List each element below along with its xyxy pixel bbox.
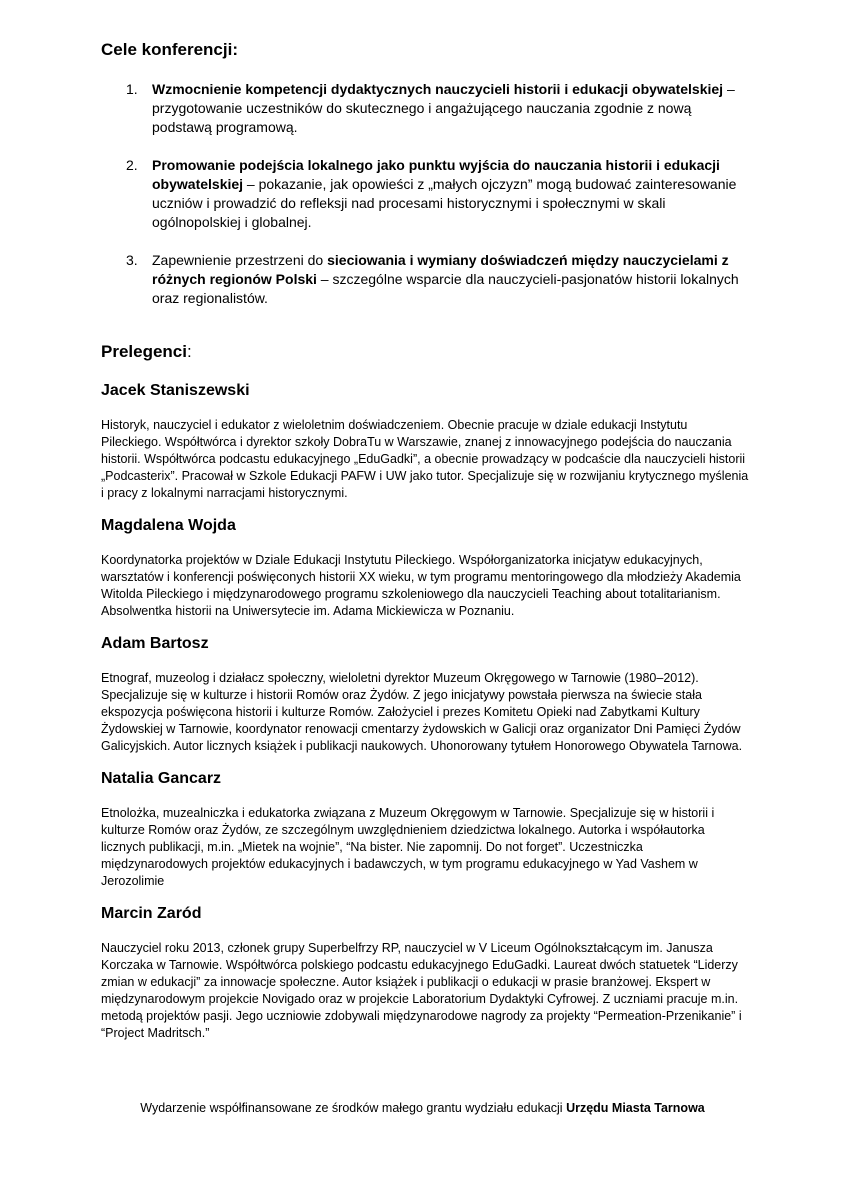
speakers-heading-text: Prelegenci	[101, 342, 187, 361]
goal-text-pre: Zapewnienie przestrzeni do	[152, 252, 328, 268]
speaker-bio: Koordynatorka projektów w Dziale Edukacji Instytutu Pileckiego. Współorganizatorka inicjatyw edukacyjnych, warsztatów i konferencji poświęconych historii XX wieku, w tym programu mentoringowego dla młodzieży Akademia Witolda Pileckiego i międzynarodowego programu szkoleniowego dla nauczycieli Teaching about totalitarianism. Absolwentka historii na Uniwersytecie im. Adama Mickiewicza w Poznaniu.	[101, 553, 741, 618]
goal-text-post: – przygotowanie uczestników do skutecznego i angażującego nauczania zgodnie z nową podstawą programową.	[152, 81, 735, 135]
goal-text-bold: sieciowania i wymiany doświadczeń między nauczycielami z różnych regionów Polski	[152, 252, 729, 287]
speaker-entry	[101, 769, 749, 890]
goal-item	[126, 251, 746, 308]
speakers-heading-colon: :	[187, 342, 192, 361]
goals-heading: Cele konferencji:	[101, 40, 238, 59]
goal-text-bold: Wzmocnienie kompetencji dydaktycznych nauczycieli historii i edukacji obywatelskiej	[152, 81, 724, 97]
goal-text	[152, 80, 746, 137]
goal-text-bold: Promowanie podejścia lokalnego jako punktu wyjścia do nauczania historii i edukacji obywatelskiej	[152, 157, 720, 192]
speaker-bio: Etnolożka, muzealniczka i edukatorka związana z Muzeum Okręgowym w Tarnowie. Specjalizuje się w historii i kulturze Romów oraz Żydów, ze szczególnym uwzględnieniem dziedzictwa lokalnego. Autorka i współautorka licznych publikacji, m.in. „Mietek na wojnie”, “Na bister. Nie zapomnij. Do not forget”. Uczestniczka międzynarodowych projektów edukacyjnych i badawczych, w tym programu edukacyjnego w Yad Vashem w Jerozolimie	[101, 806, 715, 888]
speaker-name: Natalia Gancarz	[101, 770, 222, 787]
speaker-name: Marcin Zaród	[101, 905, 202, 922]
goal-item	[126, 156, 746, 232]
speaker-bio: Etnograf, muzeolog i działacz społeczny, wieloletni dyrektor Muzeum Okręgowego w Tarnowie (1980–2012). Specjalizuje się w kulturze i historii Romów oraz Żydów. Z jego inicjatywy powstała pierwsza na świecie stała ekspozycja poświęcona historii i kulturze Romów. Założyciel i prezes Komitetu Opieki nad Zabytkami Kultury Żydowskiej w Tarnowie, koordynator renowacji cmentarzy żydowskich w Galicji oraz organizator Dni Pamięci Żydów Galicyjskich. Autor licznych książek i publikacji naukowych. Uhonorowany tytułem Honorowego Obywatela Tarnowa.	[101, 671, 743, 753]
speaker-entry	[101, 381, 749, 502]
funding-note-bold: Urzędu Miasta Tarnowa	[566, 1101, 705, 1115]
goal-number: 1.	[126, 81, 138, 97]
goal-text	[152, 251, 746, 308]
goal-item	[126, 80, 746, 137]
funding-note-text: Wydarzenie współfinansowane ze środków małego grantu wydziału edukacji	[140, 1101, 567, 1115]
goal-text-post: – pokazanie, jak opowieści z „małych ojczyzn” mogą budować zainteresowanie uczniów i prowadzić do refleksji nad procesami historycznymi i społecznymi w skali ogólnopolskiej i globalnej.	[152, 176, 737, 230]
goal-text-post: – szczególne wsparcie dla nauczycieli-pasjonatów historii lokalnych oraz regionalistów.	[152, 271, 739, 306]
speaker-name: Adam Bartosz	[101, 635, 209, 652]
speakers-heading	[101, 342, 192, 362]
speaker-entry	[101, 634, 749, 755]
goal-text	[152, 156, 746, 232]
goal-number: 3.	[126, 252, 138, 268]
speaker-bio: Historyk, nauczyciel i edukator z wieloletnim doświadczeniem. Obecnie pracuje w dziale edukacji Instytutu Pileckiego. Współtwórca i dyrektor szkoły DobraTu w Warszawie, znanej z innowacyjnego podejścia do nauczania historii. Współtwórca podcastu edukacyjnego „EduGadki”, a obecnie prowadzący w podcaście dla nauczycieli historii „Podcasterix”. Pracował w Szkole Edukacji PAFW i UW jako tutor. Specjalizuje się w rozwijaniu krytycznego myślenia i pracy z lokalnymi narracjami historycznymi.	[101, 418, 749, 500]
speaker-name: Magdalena Wojda	[101, 517, 236, 534]
speakers-list	[101, 381, 749, 1042]
speaker-bio: Nauczyciel roku 2013, członek grupy Superbelfrzy RP, nauczyciel w V Liceum Ogólnokształcącym im. Janusza Korczaka w Tarnowie. Współtwórca polskiego podcastu edukacyjnego EduGadki. Laureat dwóch statuetek “Liderzy zmian w edukacji” za innowacje społeczne. Autor książek i publikacji o edukacji w prasie branżowej. Ekspert w międzynarodowym projekcie Novigado oraz w projekcie Laboratorium Dydaktyki Cyfrowej. Z uczniami pracuje m.in. metodą projektów pasji. Jego uczniowie zdobywali międzynarodowe nagrody za projekty “Permeation-Przenikanie” i “Project Madritsch.”	[101, 941, 742, 1040]
goal-number: 2.	[126, 157, 138, 173]
speaker-entry	[101, 516, 749, 620]
speaker-entry	[101, 904, 749, 1042]
funding-note	[0, 1100, 845, 1117]
speaker-name: Jacek Staniszewski	[101, 382, 250, 399]
goals-list	[126, 80, 746, 308]
